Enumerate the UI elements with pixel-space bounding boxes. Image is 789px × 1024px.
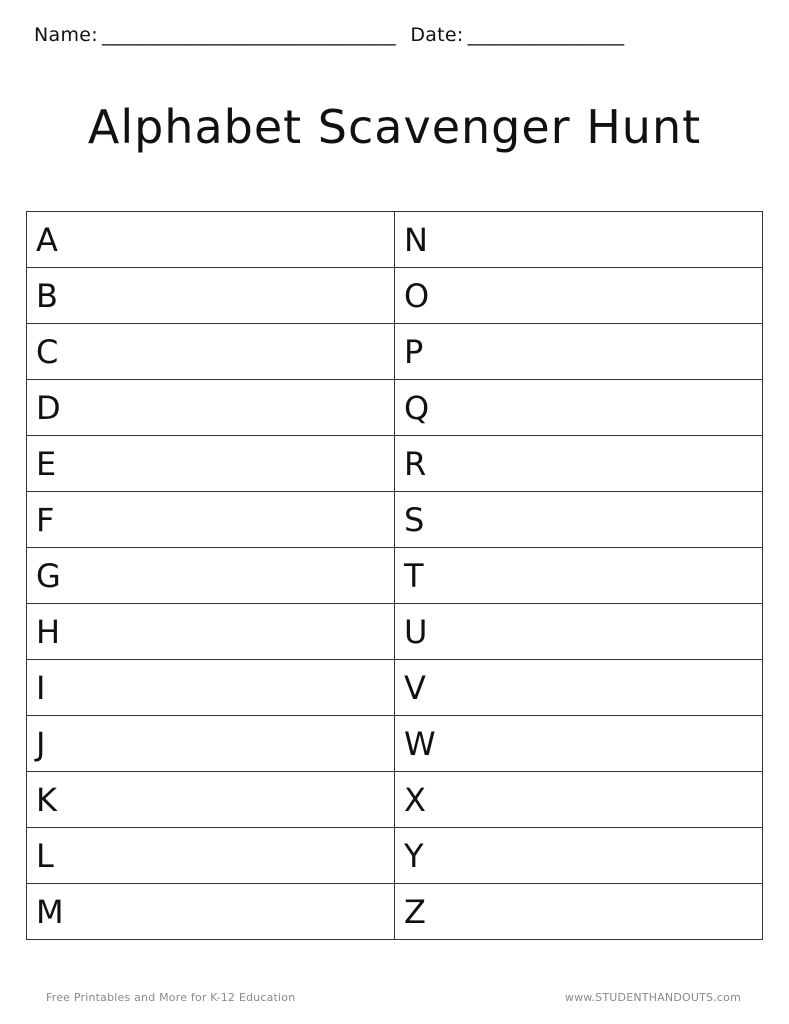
letter-cell[interactable]: Q [395,380,763,436]
letter-cell[interactable]: U [395,604,763,660]
letter-cell[interactable]: D [27,380,395,436]
letter-cell[interactable]: Y [395,828,763,884]
table-row [27,548,763,604]
table-row [27,604,763,660]
table-row [27,436,763,492]
letter-cell[interactable]: W [395,716,763,772]
table-row [27,324,763,380]
letter-cell[interactable]: X [395,772,763,828]
page-title: Alphabet Scavenger Hunt [87,100,702,154]
letter-cell[interactable]: T [395,548,763,604]
letter-cell[interactable]: O [395,268,763,324]
header-fields [34,24,624,46]
letter-cell[interactable]: J [27,716,395,772]
table-row [27,660,763,716]
date-blank-line[interactable]: ________________ [467,24,625,46]
letter-cell[interactable]: C [27,324,395,380]
name-label: Name: [34,24,98,46]
table-row [27,380,763,436]
table-row [27,716,763,772]
letter-cell[interactable]: P [395,324,763,380]
footer-website: www.STUDENTHANDOUTS.com [564,991,741,1004]
letter-cell[interactable]: I [27,660,395,716]
table-row [27,884,763,940]
letter-cell[interactable]: R [395,436,763,492]
table-row [27,492,763,548]
table-row [27,772,763,828]
footer-tagline: Free Printables and More for K-12 Education [46,991,296,1004]
letter-cell[interactable]: A [27,212,395,268]
letter-cell[interactable]: H [27,604,395,660]
letter-cell[interactable]: G [27,548,395,604]
table-row [27,828,763,884]
letter-cell[interactable]: K [27,772,395,828]
date-label: Date: [410,24,464,46]
letter-cell[interactable]: L [27,828,395,884]
alphabet-table [26,211,763,940]
letter-cell[interactable]: S [395,492,763,548]
letter-cell[interactable]: N [395,212,763,268]
letter-cell[interactable]: B [27,268,395,324]
letter-cell[interactable]: Z [395,884,763,940]
table-row [27,212,763,268]
letter-cell[interactable]: F [27,492,395,548]
table-row [27,268,763,324]
letter-cell[interactable]: V [395,660,763,716]
name-blank-line[interactable]: ______________________________ [101,24,396,46]
letter-cell[interactable]: E [27,436,395,492]
letter-cell[interactable]: M [27,884,395,940]
